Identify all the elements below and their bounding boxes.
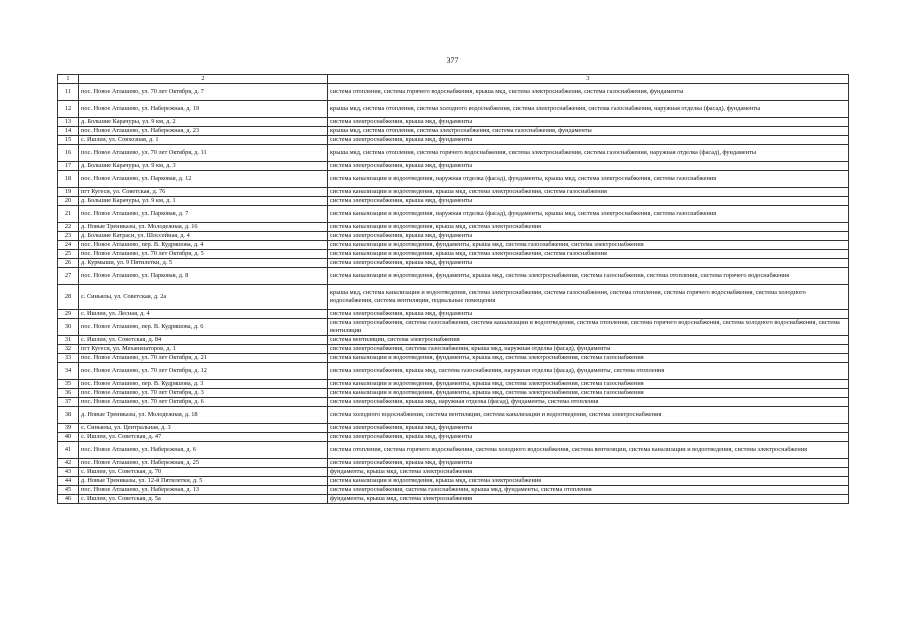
row-works: система электроснабжения, крыша мкд, фундаменты — [328, 232, 849, 241]
row-address: пос. Новое Атлашево, ул. 70 лет Октября, д. 12 — [79, 363, 328, 380]
row-number: 17 — [58, 162, 79, 171]
header-cell-address: 2 — [79, 75, 328, 84]
row-number: 40 — [58, 433, 79, 442]
row-address: д. Большие Катраси, ул. Шоссейная, д. 4 — [79, 232, 328, 241]
row-number: 43 — [58, 468, 79, 477]
row-works: система электроснабжения, крыша мкд, фундаменты — [328, 197, 849, 206]
row-number: 30 — [58, 319, 79, 336]
row-number: 11 — [58, 84, 79, 101]
table-row — [58, 232, 849, 241]
table-row — [58, 118, 849, 127]
row-address: пос. Новое Атлашево, ул. 70 лет Октября, д. 6 — [79, 398, 328, 407]
table-row — [58, 268, 849, 285]
header-cell-num: 1 — [58, 75, 79, 84]
row-address: с. Ишлеи, ул. Советская, д. 5а — [79, 495, 328, 504]
row-number: 46 — [58, 495, 79, 504]
table-row — [58, 145, 849, 162]
row-address: пос. Новое Атлашево, ул. Набережная, д. 6 — [79, 442, 328, 459]
row-number: 28 — [58, 285, 79, 310]
row-number: 14 — [58, 127, 79, 136]
row-address: д. Новые Трениказы, ул. Молодежная, д. 18 — [79, 407, 328, 424]
register-table — [57, 74, 849, 504]
row-number: 27 — [58, 268, 79, 285]
table-row — [58, 336, 849, 345]
row-works: система электроснабжения, система газоснабжения, крыша мкд, фундаменты, система отопления — [328, 486, 849, 495]
row-address: пос. Новое Атлашево, ул. Набережная, д. 13 — [79, 486, 328, 495]
row-address: пос. Новое Атлашево, ул. Парковая, д. 7 — [79, 206, 328, 223]
row-works: крыша мкд, система отопления, система горячего водоснабжения, система электроснабжения, система газоснабжения, наружная отделка (фасад), фундаменты — [328, 145, 849, 162]
row-works: система канализации и водоотведения, фундаменты, крыша мкд, система электроснабжения, система газоснабжения — [328, 380, 849, 389]
row-address: пос. Новое Атлашево, ул. Набережная, д. 23 — [79, 127, 328, 136]
row-works: фундаменты, крыша мкд, система электроснабжения — [328, 495, 849, 504]
row-works: система канализации и водоотведения, фундаменты, крыша мкд, система электроснабжения, система газоснабжения, система отопления, система горячего водоснабжения — [328, 268, 849, 285]
table-row — [58, 389, 849, 398]
row-address: пгт Кугеси, ул. Механизаторов, д. 1 — [79, 345, 328, 354]
row-works: система канализации и водоотведения, наружная отделка (фасад), фундаменты, крыша мкд, система электроснабжения, система газоснабжения — [328, 206, 849, 223]
table-row — [58, 433, 849, 442]
row-number: 20 — [58, 197, 79, 206]
row-number: 13 — [58, 118, 79, 127]
row-number: 31 — [58, 336, 79, 345]
row-address: пос. Новое Атлашево, пер. В. Кудряшова, д. 4 — [79, 241, 328, 250]
row-address: пос. Новое Атлашево, пер. В. Кудряшова, д. 6 — [79, 319, 328, 336]
table-row — [58, 285, 849, 310]
row-number: 41 — [58, 442, 79, 459]
row-works: крыша мкд, система канализации и водоотведения, система электроснабжения, система газоснабжения, система отопления, система горячего водоснабжения, система холодного водоснабжения, система вентиляции, подвальные помещения — [328, 285, 849, 310]
table-row — [58, 171, 849, 188]
row-works: система канализации и водоотведения, крыша мкд, система электроснабжения, система газоснабжения — [328, 188, 849, 197]
row-works: система электроснабжения, крыша мкд, фундаменты — [328, 459, 849, 468]
row-address: пос. Новое Атлашево, ул. 70 лет Октября, д. 5 — [79, 250, 328, 259]
row-address: пос. Новое Атлашево, ул. Набережная, д. 25 — [79, 459, 328, 468]
row-address: д. Новые Трениказы, ул. 12-й Пятилетки, д. 5 — [79, 477, 328, 486]
table-row — [58, 477, 849, 486]
row-number: 19 — [58, 188, 79, 197]
table-row — [58, 407, 849, 424]
row-number: 35 — [58, 380, 79, 389]
row-works: система электроснабжения, крыша мкд, фундаменты — [328, 118, 849, 127]
row-works: фундаменты, крыша мкд, система электроснабжения — [328, 468, 849, 477]
table-row — [58, 197, 849, 206]
row-address: пос. Новое Атлашево, ул. 70 лет Октября, д. 3 — [79, 389, 328, 398]
table-row — [58, 468, 849, 477]
row-number: 21 — [58, 206, 79, 223]
row-works: система канализации и водоотведения, фундаменты, крыша мкд, система газоснабжения, система электроснабжения — [328, 241, 849, 250]
row-address: с. Ишлеи, ул. Совхозная, д. 1 — [79, 136, 328, 145]
row-works: система канализации и водоотведения, крыша мкд, система электроснабжения — [328, 223, 849, 232]
table-row — [58, 250, 849, 259]
table-row — [58, 424, 849, 433]
table-row — [58, 188, 849, 197]
row-number: 25 — [58, 250, 79, 259]
row-number: 16 — [58, 145, 79, 162]
row-number: 22 — [58, 223, 79, 232]
row-address: д. Большие Карачуры, ул. 9 км, д. 3 — [79, 162, 328, 171]
row-works: система электроснабжения, крыша мкд, фундаменты — [328, 136, 849, 145]
table-row — [58, 459, 849, 468]
table-row — [58, 101, 849, 118]
row-works: крыша мкд, система отопления, система электроснабжения, система газоснабжения, фундаменты — [328, 127, 849, 136]
table-row — [58, 136, 849, 145]
table-row — [58, 319, 849, 336]
row-works: система электроснабжения, крыша мкд, наружная отделка (фасад), фундаменты, система отопления — [328, 398, 849, 407]
row-number: 12 — [58, 101, 79, 118]
row-number: 38 — [58, 407, 79, 424]
row-works: система электроснабжения, крыша мкд, система газоснабжения, наружная отделка (фасад), фундаменты, система отопления — [328, 363, 849, 380]
row-works: система холодного водоснабжения, система вентиляции, система канализации и водоотведения, система электроснабжения — [328, 407, 849, 424]
table-header-row — [58, 75, 849, 84]
row-works: система отопления, система горячего водоснабжения, крыша мкд, система электроснабжения, система газоснабжения, фундаменты — [328, 84, 849, 101]
table-row — [58, 241, 849, 250]
row-works: система канализации и водоотведения, наружная отделка (фасад), фундаменты, крыша мкд, система электроснабжения, система газоснабжения — [328, 171, 849, 188]
row-number: 34 — [58, 363, 79, 380]
table-row — [58, 259, 849, 268]
row-number: 37 — [58, 398, 79, 407]
row-works: система канализации и водоотведения, крыша мкд, система электроснабжения — [328, 477, 849, 486]
row-address: д. Большие Карачуры, ул. 9 км, д. 2 — [79, 118, 328, 127]
header-cell-works: 3 — [328, 75, 849, 84]
row-works: система канализации и водоотведения, крыша мкд, система электроснабжения, система газоснабжения — [328, 250, 849, 259]
table-row — [58, 310, 849, 319]
row-works: система электроснабжения, крыша мкд, фундаменты — [328, 162, 849, 171]
row-number: 15 — [58, 136, 79, 145]
table-row — [58, 486, 849, 495]
table-row — [58, 363, 849, 380]
row-address: с. Ишлеи, ул. Советская, д. 70 — [79, 468, 328, 477]
row-number: 45 — [58, 486, 79, 495]
table-row — [58, 354, 849, 363]
row-address: пос. Новое Атлашево, пер. В. Кудряшова, д. 3 — [79, 380, 328, 389]
row-number: 18 — [58, 171, 79, 188]
row-address: пос. Новое Атлашево, ул. Парковая, д. 8 — [79, 268, 328, 285]
table-row — [58, 223, 849, 232]
row-address: пос. Новое Атлашево, ул. 70 лет Октября, д. 11 — [79, 145, 328, 162]
table-row — [58, 345, 849, 354]
row-number: 36 — [58, 389, 79, 398]
row-address: д. Курмыши, ул. 9 Пятилетки, д. 5 — [79, 259, 328, 268]
row-number: 44 — [58, 477, 79, 486]
row-number: 39 — [58, 424, 79, 433]
row-address: пгт Кугеси, ул. Советская, д. 76 — [79, 188, 328, 197]
page-number: 377 — [446, 56, 459, 65]
row-number: 42 — [58, 459, 79, 468]
row-address: с. Ишлеи, ул. Советская, д. 84 — [79, 336, 328, 345]
row-address: с. Ишлеи, ул. Советская, д. 47 — [79, 433, 328, 442]
row-address: пос. Новое Атлашево, ул. 70 лет Октября, д. 7 — [79, 84, 328, 101]
row-number: 32 — [58, 345, 79, 354]
row-works: система электроснабжения, крыша мкд, фундаменты — [328, 424, 849, 433]
row-works: система электроснабжения, система газоснабжения, система канализации и водоотведения, система отопления, система горячего водоснабжения, система холодного водоснабжения, система вентиляции — [328, 319, 849, 336]
table-row — [58, 442, 849, 459]
row-address: с. Ишлеи, ул. Лесная, д. 4 — [79, 310, 328, 319]
table-row — [58, 84, 849, 101]
row-works: система электроснабжения, крыша мкд, фундаменты — [328, 433, 849, 442]
row-address: пос. Новое Атлашево, ул. 70 лет Октября, д. 21 — [79, 354, 328, 363]
table-row — [58, 127, 849, 136]
row-works: система электроснабжения, система газоснабжения, крыша мкд, наружная отделка (фасад), фундаменты — [328, 345, 849, 354]
row-works: система канализации и водоотведения, фундаменты, крыша мкд, система электроснабжения, система газоснабжения — [328, 354, 849, 363]
row-number: 26 — [58, 259, 79, 268]
table-row — [58, 495, 849, 504]
row-works: система электроснабжения, крыша мкд, фундаменты — [328, 310, 849, 319]
row-address: пос. Новое Атлашево, ул. Набережная, д. 19 — [79, 101, 328, 118]
row-address: с. Синьялы, ул. Советская, д. 2а — [79, 285, 328, 310]
row-address: с. Синьялы, ул. Центральная, д. 3 — [79, 424, 328, 433]
row-number: 24 — [58, 241, 79, 250]
row-address: пос. Новое Атлашево, ул. Парковая, д. 12 — [79, 171, 328, 188]
row-works: система канализации и водоотведения, фундаменты, крыша мкд, система электроснабжения, система газоснабжения — [328, 389, 849, 398]
table-row — [58, 162, 849, 171]
row-number: 33 — [58, 354, 79, 363]
row-address: д. Новые Трениказы, ул. Молодежная, д. 16 — [79, 223, 328, 232]
row-works: крыша мкд, система отопления, система холодного водоснабжения, система электроснабжения, система газоснабжения, наружная отделка (фасад), фундаменты — [328, 101, 849, 118]
table-row — [58, 206, 849, 223]
row-works: система вентиляции, система электроснабжения — [328, 336, 849, 345]
row-number: 23 — [58, 232, 79, 241]
row-works: система отопления, система горячего водоснабжения, система холодного водоснабжения, система вентиляции, система канализации и водоотведения, система электроснабжения — [328, 442, 849, 459]
table-row — [58, 380, 849, 389]
row-number: 29 — [58, 310, 79, 319]
table-row — [58, 398, 849, 407]
row-works: система электроснабжения, крыша мкд, фундаменты — [328, 259, 849, 268]
row-address: д. Большие Карачуры, ул. 9 км, д. 1 — [79, 197, 328, 206]
